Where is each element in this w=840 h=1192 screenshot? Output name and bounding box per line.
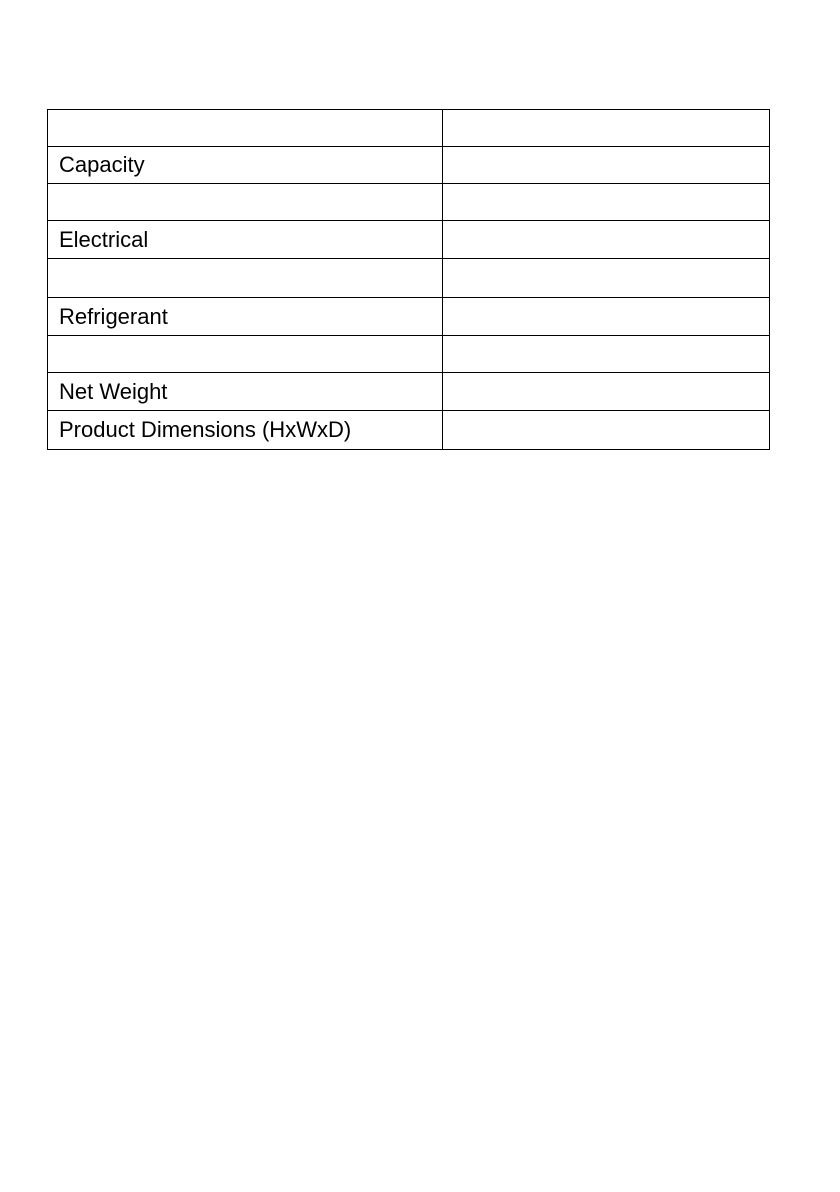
spec-label-cell: [48, 336, 443, 373]
spec-value-product-dimensions: [443, 411, 770, 450]
spec-value-cell: [443, 184, 770, 221]
table-row: [48, 259, 770, 298]
spec-value-refrigerant: [443, 298, 770, 336]
specifications-table: [47, 109, 770, 450]
spec-value-capacity: [443, 147, 770, 184]
spec-label-cell: [48, 110, 443, 147]
spec-label-refrigerant: Refrigerant: [48, 298, 443, 336]
table-row: [48, 110, 770, 147]
spec-value-cell: [443, 336, 770, 373]
table-row: [48, 298, 770, 336]
table-row: [48, 184, 770, 221]
spec-label-capacity: Capacity: [48, 147, 443, 184]
spec-label-net-weight: Net Weight: [48, 373, 443, 411]
table-row: [48, 147, 770, 184]
spec-value-net-weight: [443, 373, 770, 411]
spec-label-cell: [48, 184, 443, 221]
table-row: [48, 221, 770, 259]
table-row: [48, 373, 770, 411]
spec-value-cell: [443, 110, 770, 147]
spec-label-electrical: Electrical: [48, 221, 443, 259]
spec-value-electrical: [443, 221, 770, 259]
table-row: [48, 411, 770, 450]
spec-label-cell: [48, 259, 443, 298]
spec-value-cell: [443, 259, 770, 298]
spec-label-product-dimensions: Product Dimensions (HxWxD): [48, 411, 443, 450]
table-row: [48, 336, 770, 373]
